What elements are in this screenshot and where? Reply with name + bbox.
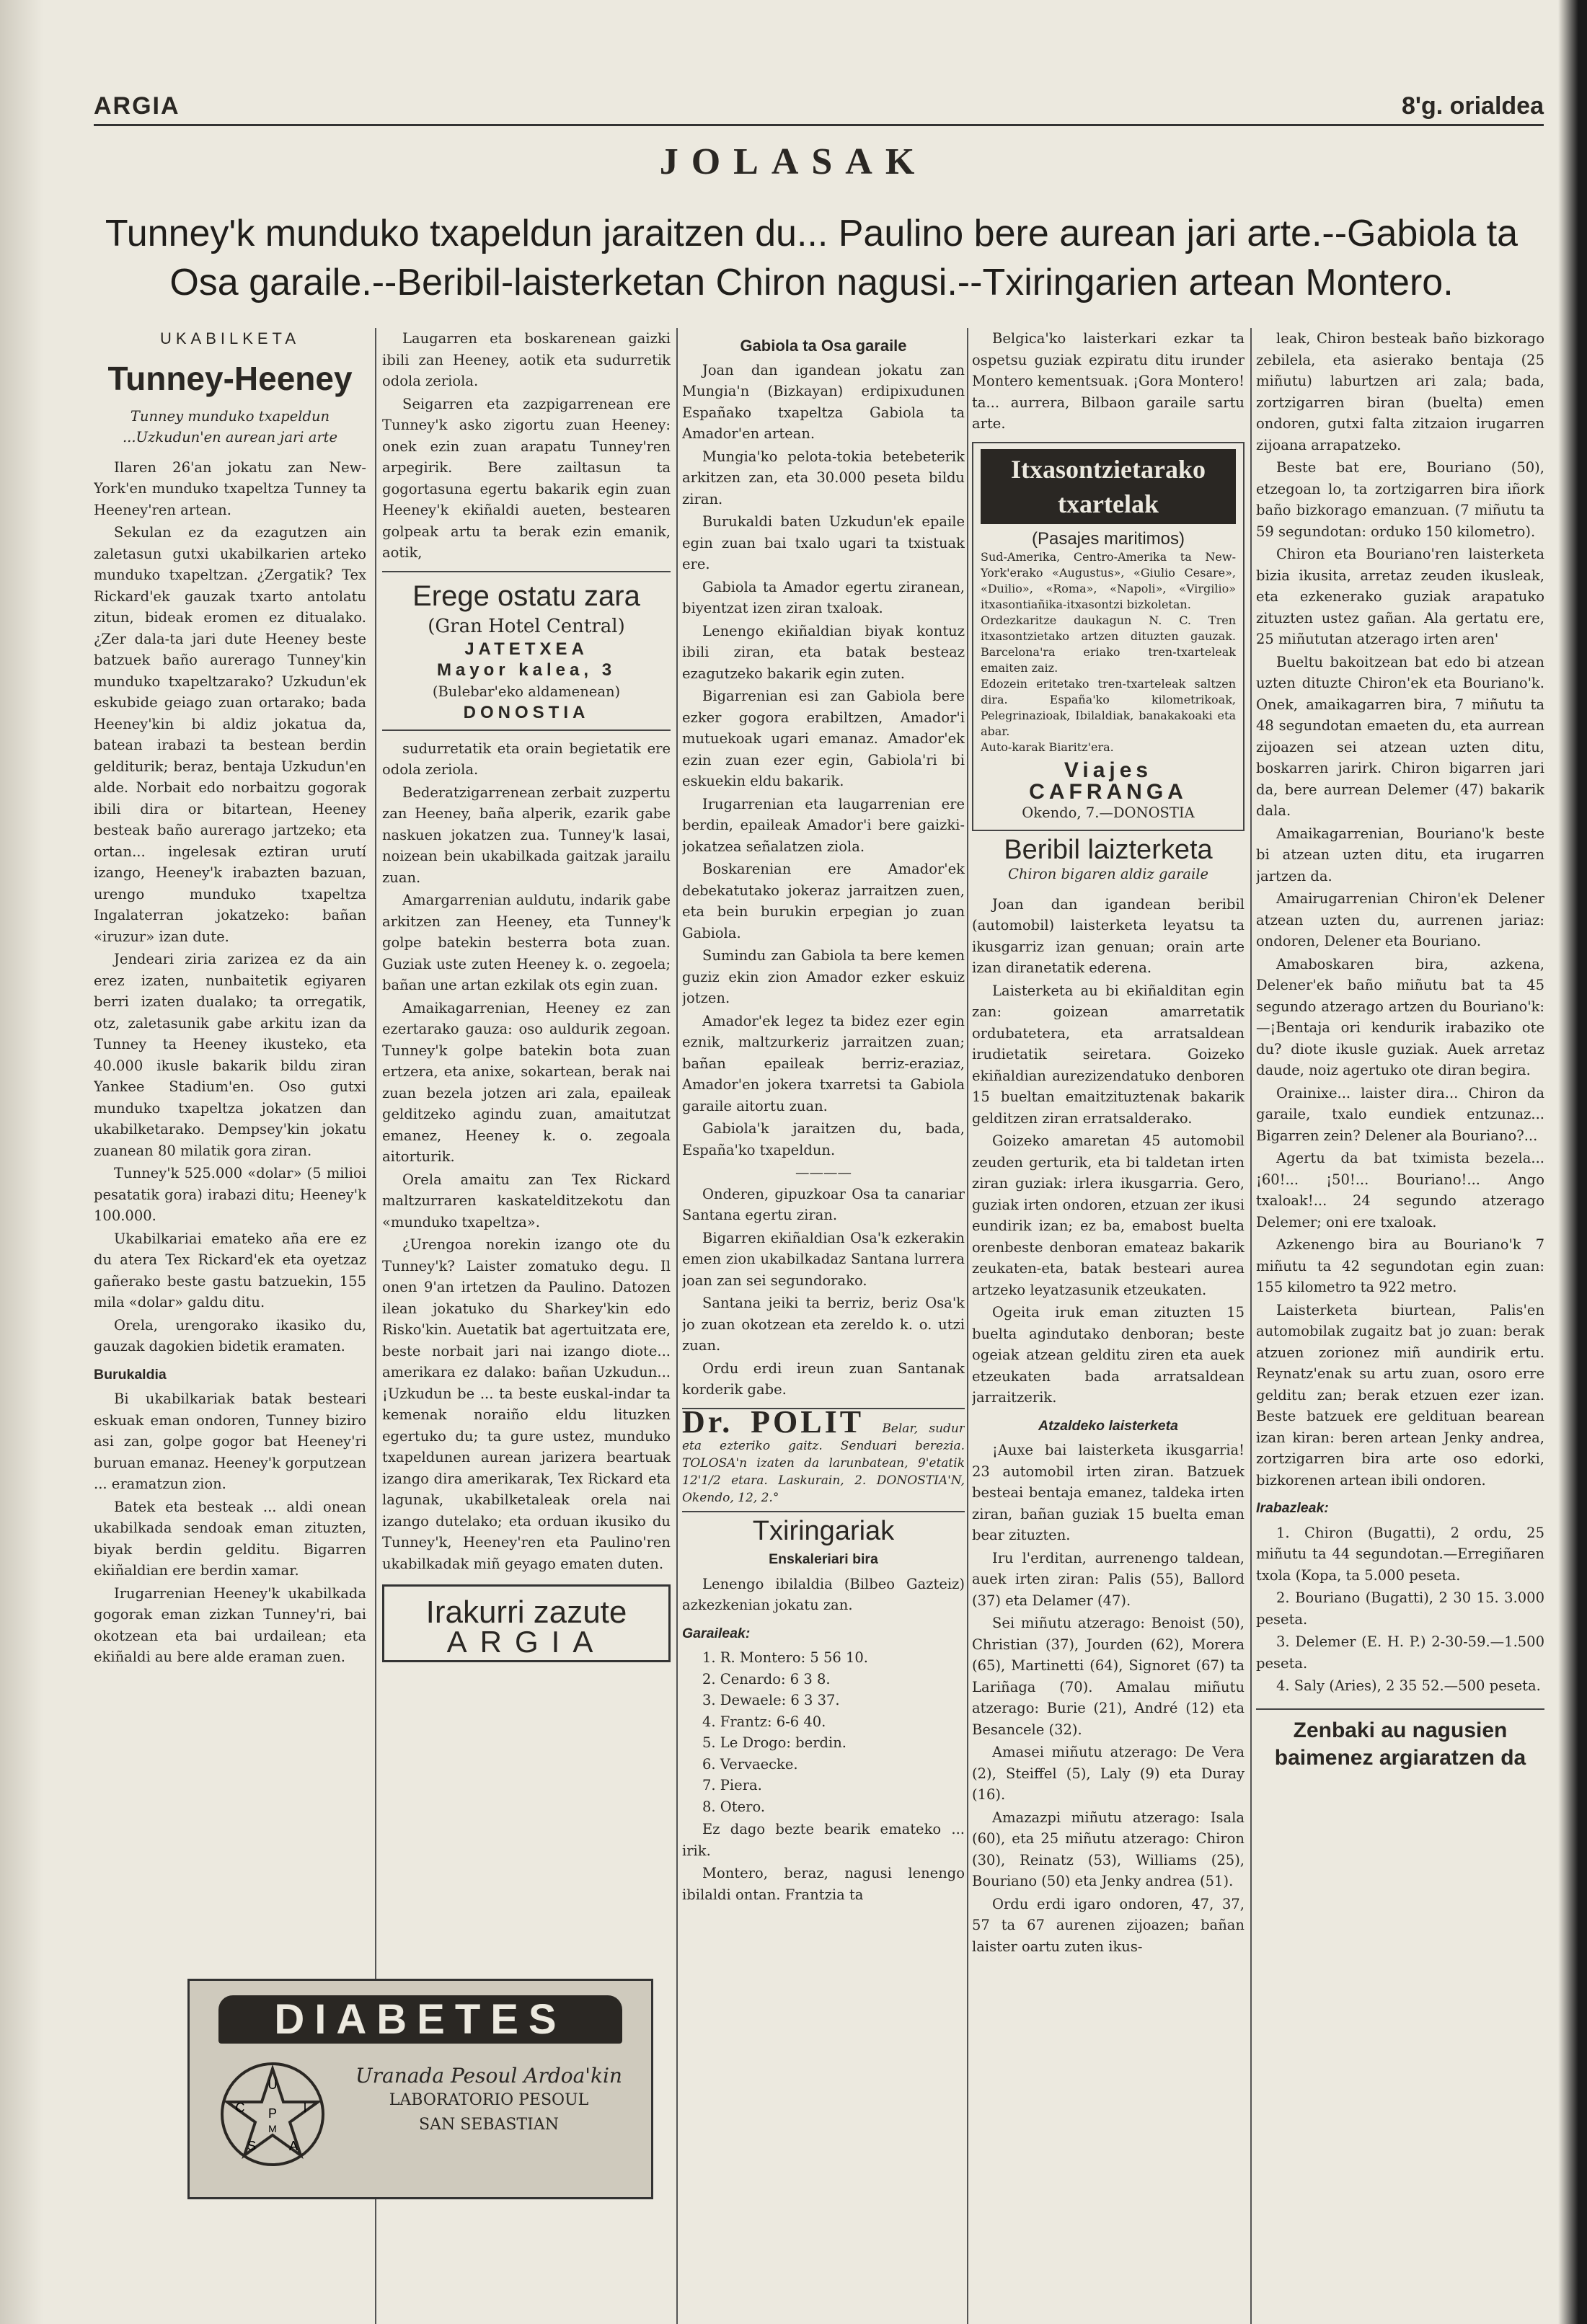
paragraph: ¡Auxe bai laisterketa ikusgarria! 23 automobil irten ziran. Batzuek besteai bentaja emanez, taldeka irten ziran, bañan guziak 15 buelta eman bear zituzten. (972, 1442, 1245, 1543)
paragraph: Azkenengo bira au Bouriano'k 7 miñutu ta 42 segundotan egin zuan: 155 kilometro ta 922 metro. (1256, 1236, 1544, 1295)
column-1 (94, 328, 366, 2008)
column-rule (1250, 328, 1252, 2324)
main-headline (72, 209, 1551, 307)
paragraph: Ogeita iruk eman zituzten 15 buelta agindutako denboran; beste ogeiak atzean gelditu ziren eta auek etzeukaten bada arratsaldean jarraitzerik. (972, 1304, 1245, 1406)
paragraph: Ordu erdi ireun zuan Santanak korderik gabe. (682, 1360, 965, 1398)
column-rule (967, 328, 968, 2324)
paragraph: Mungia'ko pelota-tokia betebeterik arkitzen zan, eta 30.000 peseta bildu ziran. (682, 448, 965, 507)
list-item: 1. R. Montero: 5 56 10. (702, 1649, 868, 1666)
ad-note: (Bulebar'eko aldamenean) (432, 683, 621, 700)
paragraph: Orela, urengorako ikasiko du, gauzak dagokien bidetik eramaten. (94, 1316, 366, 1354)
page-edge (1558, 0, 1587, 2324)
paragraph: Amazazpi miñutu atzerago: Isala (60), eta 25 miñutu atzerago: Chiron (30), Reinatz (53), Williams (25), Bouriano (50) eta Jenky andrea (51). (972, 1809, 1245, 1889)
paragraph: Goizeko amaretan 45 automobil zeuden gerturik, eta bi taldetan irten ziran guziak: irlera ikusgarria. Gero, guziak irten ondoren, etzuan zer ikusi eundirik izan; ez ba, emabost buelta orenbeste denboran emateaz bakarik zeukaten-eta, batak besteari aurea artzeko leyatzasunik etzeukaten. (972, 1132, 1245, 1298)
paragraph: Ukabilkariai emateko aña ere ez du atera Tex Rickard'ek eta oyetzaz gañerako beste gastu batzuekin, 155 mila «dolar» galdu ditu. (94, 1230, 366, 1310)
ad-name: Dr. POLIT (682, 1403, 865, 1440)
star-letter: A (288, 2139, 299, 2153)
star-letter: C (235, 2101, 245, 2115)
doctor-advertisement (682, 1403, 965, 1512)
ad-text: Edozein eritetako tren-txarteleak saltzen dira. España'ko kilometrikoak, Pelegrinazioak, Ibilaldiak, banakakoaki eta abar. (981, 677, 1236, 738)
ad-title: Erege ostatu zara (412, 580, 640, 612)
section-heading: Txiringariak (752, 1515, 895, 1546)
ad-company: Viajes CAFRANGA (1029, 758, 1188, 804)
paragraph: Tunney'k 525.000 «dolar» (5 milioi pesatatik gora) irabazi ditu; Heeney'k 100.000. (94, 1165, 366, 1224)
article-subtitle: Chiron bigaren aldiz garaile (1007, 866, 1209, 882)
list-item: 7. Piera. (702, 1777, 762, 1793)
list-item: 5. Le Drogo: berdin. (702, 1734, 846, 1751)
paragraph: Bi ukabilkariak batak besteari eskuak eman ondoren, Tunney biziro asi zan, golpe gogor bat Heeney'ri buruan emanaz. Heeney'k gorputzean ... eramatzun zion. (94, 1391, 366, 1492)
list-item: 3. Dewaele: 6 3 37. (702, 1692, 840, 1708)
paragraph: Lenengo ibilaldia (Bilbeo Gazteiz) azkezkenian jokatu zan. (682, 1575, 965, 1613)
ad-text: Sud-Amerika, Centro-Amerika ta New-York'erako «Augustus», «Giulio Cesare», «Duilio», «Roma», «Napoli», «Virgilio» itxasontiañika-itxasontzi bizkoletan. (981, 550, 1236, 611)
ad-headline: DIABETES (218, 1995, 622, 2044)
ad-title: Itxasontzietarako txartelak (981, 449, 1236, 524)
star-emblem-icon (218, 2060, 327, 2168)
winners-label: Irabazleak: (1256, 1500, 1329, 1516)
article-subtitle: Tunney munduko txapeldun ...Uzkudun'en aurean jari arte (122, 407, 338, 445)
paragraph: Amargarrenian auldutu, indarik gabe arkitzen zan Heeney, eta Tunney'k golpe batekin besterra bota zuan. Guziak uste zuten Heeney k. o. zegoela; bañan une artan ezkilak ots egin zuan. (382, 892, 671, 993)
paragraph: Amaikagarrenian, Heeney ez zan ezertarako gauza: oso auldurik zegoan. Tunney'k golpe batekin bota zuan ertzera, eta anixe, sokartean, berak nai zuan bezela jotzen ari zala, epaileak gelditzeko agindu zuan, amaitutzat emanez, Heeney k. o. zegoala aitorturik. (382, 999, 671, 1165)
ad-text: Auto-karak Biaritz'era. (981, 740, 1114, 754)
paragraph: Seigarren eta zazpigarrenean ere Tunney'k asko zigortu zuan Heeney: onek ezin zuan arapatu Tunney'ren arpegirik. Bere zailtasun ta gogortasuna egertu bakarik egin zuan Heeney'k ekiñaldi aueten, bestearen golpeak artu ta berak ezin emanik, aotik, (382, 395, 671, 561)
list-item: 8. Otero. (702, 1798, 766, 1815)
paragraph: ¿Urengoa norekin izango ote du Tunney'k? Laister zomatuko degu. Il onen 9'an irtetzen da Paulino. Datozen ilean jokatuko du Sharkey'kin edo Risko'kin. Auetatik bat agertuitzata ere, beste norbait jari nai izango diote... amerikara ez dalako: bañan Uzkudun... ¡Uzkudun be ... ta beste euskal-indar ta kemenak noraiño eldu lituzken egertuko du; ta gure ustez, munduko txapeldunen aurean jarizera beartuak izango dira amerikarak, Tex Rickard eta lagunak, ukabilketaleak orela nai izango dutelako; eta orduan ikusiko du Tunney'k, Heeney'ren eta Paulino'ren ukabilkadak miñ geyago ematen duten. (382, 1236, 671, 1572)
ad-city: DONOSTIA (463, 703, 590, 722)
header-rule (94, 124, 1544, 126)
paragraph: Onderen, gipuzkoar Osa ta canariar Santana egertu ziran. (682, 1185, 965, 1223)
paragraph: Iru l'erditan, aurrenengo taldean, auek irten ziran: Palis (55), Ballord (37) eta Delamer (47). (972, 1549, 1245, 1609)
paragraph: Amaboskaren bira, azkena, Delener'ek baño miñutu bat ta 45 segundo atzerago artzen du Bouriano'k:—¡Bentaja ori kendurik irabaziko ote du? diote ikusle guziak. Auek arretaz daude, noiz agertuko ote diran begira. (1256, 955, 1544, 1078)
paragraph: Gabiola ta Amador egertu ziranean, biyentzat izen ziran txaloak. (682, 578, 965, 616)
ad-lab: LABORATORIO PESOUL (389, 2091, 589, 2109)
paragraph: Burukaldi baten Uzkudun'ek epaile egin zuan bai txalo ugari ta txistuak ere. (682, 513, 965, 572)
page-number: 8'g. orialdea (1401, 92, 1544, 120)
paragraph: Joan dan igandean beribil (automobil) laisterketa leyatsu ta ikusgarriz izan genuan; orain arte izan diranetatik ederena. (972, 895, 1245, 976)
list-item: 1. Chiron (Bugatti), 2 ordu, 25 miñutu ta 44 segundotan.—Erregiñaren txola (Kopa, ta 5.000 peseta. (1256, 1524, 1544, 1584)
headline-line-1: Tunney'k munduko txapeldun jaraitzen du... Paulino bere aurean jari arte.--Gabiola ta (105, 213, 1519, 254)
ad-product: Uranada Pesoul Ardoa'kin (355, 2064, 622, 2088)
column-kicker: UKABILKETA (159, 329, 301, 347)
subheading: Atzaldeko laisterketa (1038, 1417, 1178, 1434)
ad-subtitle: (Pasajes maritimos) (1031, 528, 1185, 549)
paragraph: Batek eta besteak ... aldi onean ukabilkada sendoak eman zituzten, biyak berdin gelditu. Bigarren ekiñaldian ere berdin xamar. (94, 1498, 366, 1579)
paragraph: Amairugarrenian Chiron'ek Delener atzean uzten du, aurrenen jariaz: ondoren, Delener eta Bouriano. (1256, 890, 1544, 949)
column-5 (1256, 328, 1544, 2324)
ad-address: Okendo, 7.—DONOSTIA (1022, 804, 1195, 821)
paragraph: Bigarren ekiñaldian Osa'k ezkerakin emen zion ukabilkadaz Santana lurrera joan zan sei segundorako. (682, 1229, 965, 1289)
paragraph: Santana jeiki ta berriz, beriz Osa'k jo zuan okotzean eta zereldo k. o. utzi zuan. (682, 1295, 965, 1354)
ad-text: Belar, sudur eta ezteriko gaitz. Senduari berezia. TOLOSA'n izaten da larunbatean, 9'etatik 12'1/2 etara. Laskurain, 2. DONOSTIA'N, Okendo, 12, 2.° (682, 1421, 965, 1505)
paragraph: Joan dan igandean jokatu zan Mungia'n (Bizkayan) erdipixudunen Españako txapeltza Gabiola ta Amador'en artean. (682, 361, 965, 442)
column-rule (676, 328, 678, 2324)
column-3 (682, 328, 965, 2324)
paragraph: Lenengo ekiñaldian biyak kontuz ibili ziran, eta batak besteaz ezagutzeko bakarik egin zuten. (682, 622, 965, 682)
paragraph: Jendeari ziria zarizea ez da ain erez izaten, nunbaitetik egiyaren berri izaten dualako; ta orregatik, otz, zaletasunik gabe arkitu izan da Tunney ta Heeney ikusteko, eta 40.000 ikusle bakarik bildu ziran Yankee Stadium'en. Oso gutxi munduko txapeltza jokatzen dan ukabilketarako. Dempsey'kin jokatu zuanean 80 milatik gora ziran. (94, 951, 366, 1159)
section-title: JOLASAK (659, 141, 928, 182)
divider: ———— (795, 1164, 852, 1181)
read-label: Irakurri zazute (425, 1595, 627, 1630)
paragraph: Laisterketa biurtean, Palis'en automobilak zugaitz bat jo zuan: berak atzuen zorionez miñ aundirik ertu. Reynatz'enak su artu zuan, osoro erre gelditu zan; berak etzuen ezer izan. Beste batzuek ere geldituan bearean izan kiran: beren artean Jenky andrea, zortzigarren bira arte oso edorki, bizkorenen artean ibili ondoren. (1256, 1301, 1544, 1489)
list-item: 2. Cenardo: 6 3 8. (702, 1670, 831, 1687)
ad-subtitle: (Gran Hotel Central) (428, 615, 625, 637)
list-item: 4. Frantz: 6-6 40. (702, 1713, 826, 1730)
list-item: 6. Vervaecke. (702, 1755, 798, 1773)
ship-tickets-advertisement (972, 442, 1245, 831)
paragraph: Bederatzigarrenean zerbait zuzpertu zan Heeney, baña alperik, ezarik gabe naskuen jokatzen zua. Tunney'k lasai, noizean bein ukabilkada gaitzak jarailu zuan. (382, 784, 671, 886)
paragraph: sudurretatik eta orain begietatik ere odola zeriola. (382, 740, 671, 778)
star-letter: I (303, 2101, 307, 2115)
list-item: 4. Saly (Aries), 2 35 52.—500 peseta. (1276, 1677, 1541, 1694)
paragraph: Amaikagarrenian, Bouriano'k beste bi atzean uzten ditu, eta irugarren jartzen da. (1256, 825, 1544, 884)
list-item: 2. Bouriano (Bugatti), 2 30 15. 3.000 peseta. (1256, 1589, 1544, 1628)
article-title: Gabiola ta Osa garaile (740, 337, 907, 355)
diabetes-advertisement (187, 1979, 653, 2199)
paragraph: Chiron eta Bouriano'ren laisterketa bizia ikusita, arretaz zeuden ikusleak, eta ezkenerako guziak arapatuko zituzten ustez gañan. Ala gertatu ere, 25 miñututan atzerago irten aren' (1256, 546, 1544, 647)
page-fold-shadow (0, 0, 43, 2324)
paragraph: Gabiola'k jaraitzen du, bada, España'ko txapeldun. (682, 1120, 965, 1158)
ad-city: SAN SEBASTIAN (419, 2116, 559, 2134)
paragraph: Laugarren eta boskarenean gaizki ibili zan Heeney, aotik eta sudurretik odola zeriola. (382, 330, 671, 389)
paragraph: Orainixe... laister dira... Chiron da garaile, txalo eundiek entzunaz... Bigarren zein? Delener ala Bouriano?... (1256, 1084, 1544, 1144)
paragraph: Ordu erdi igaro ondoren, 47, 37, 57 ta 67 aurenen zijoazen; bañan laister oartu zuten ikus- (972, 1895, 1245, 1955)
paragraph: Bigarrenian esi zan Gabiola bere ezker gogora erabiltzen, Amador'i mutuekoak ugari emanaz. Amador'ek ezin zuan ezer egin, Gabiola'ri bi eskuekin eldu bakarik. (682, 688, 965, 789)
headline-line-2: Osa garaile.--Beribil-laisterketan Chiron nagusi.--Txiringarien artean Montero. (169, 262, 1454, 303)
paragraph: Irugarrenian eta laugarrenian ere berdin, epaileak Amador'i bere gaizki-jokatzea señalatzen ziola. (682, 795, 965, 855)
star-letter: M (268, 2123, 277, 2134)
paragraph: Beste bat ere, Bouriano (50), etzegoan lo, ta zortzigarren bira iñork baño bizkorago emanzuan. (7 miñutu ta 59 segundotan: orduko 150 kilometro). (1256, 459, 1544, 540)
paragraph: Ilaren 26'an jokatu zan New-York'en munduko txapeltza Tunney ta Heeney'ren artean. (94, 458, 366, 518)
paragraph: Laisterketa au bi ekiñalditan egin zan: goizean amarretatik ordubatetera, eta arratsaldean irudietatik seiretara. Goizeko ekiñaldian aurezizendatuko denboren 15 bueltan emaitzituztenak bakarik gelditzen ziran erratsalderako. (972, 982, 1245, 1127)
paragraph: Irugarrenian Heeney'k ukabilkada gogorak eman zizkan Tunney'ri, bai okotzean eta bai urdailean; eta ekiñaldi au bere alde eraman zuen. (94, 1584, 366, 1665)
paragraph: Sekulan ez da ezagutzen ain zaletasun gutxi ukabilkarien arteko munduko txapeltzan. ¿Zergatik? Tex Rickard'ek gauzak txarto antolatu zitun, bideak eromen ez ditualako. ¿Zer dala-ta jari dute Heeney beste batzuek baño aurerago Tunney'kin munduko txapeltzarako? Uzkudun'ek eskubide geiago zuan ortarako; bada Heeney'kin bi aldiz jokatua da, batean irabazi ta bestean berdin gelditurik; beraz, bentaja Uzkudun'en alde. Norbait edo norbaitzu gogorak ibili dira or bitartean, Heeney besteak baño aurerago jartzeko; eta ortan... ingelesak eztiran urutí izango, Heeney'k irabazten bazuan, urengo munduko txapeltza Ingalaterran jokatzeko: bañan «iruzur» izan dute. (94, 524, 366, 945)
paragraph: Sei miñutu atzerago: Benoist (50), Christian (37), Jourden (62), Morera (65), Martinetti (64), Signoret (67) ta Lariñaga (70). Amalau miñutu atzerago: Burie (21), André (12) eta Besancele (32). (972, 1615, 1245, 1738)
paragraph: Amasei miñutu atzerago: De Vera (2), Steiffel (5), Laly (9) eta Duray (16). (972, 1744, 1245, 1803)
list-item: 3. Delemer (E. H. P.) 2-30-59.—1.500 peseta. (1256, 1633, 1544, 1672)
censorship-notice: Zenbaki au nagusien baimenez argiaratzen da (1256, 1708, 1544, 1772)
paragraph: Agertu da bat tximista bezela... ¡60!... ¡50!... Bouriano!... Ango txaloak!... 24 segundo atzerago Delemer; oni ere txaloak. (1256, 1150, 1544, 1230)
paragraph: Montero, beraz, nagusi lenengo ibilaldi ontan. Frantzia ta (682, 1865, 965, 1903)
paragraph: Ez dago bezte bearik emateko ... irik. (682, 1821, 965, 1859)
paragraph: Orela amaitu zan Tex Rickard maltzurraren kaskatelditzekotu dan «munduko txapeltza». (382, 1171, 671, 1230)
hotel-advertisement (382, 571, 671, 731)
read-argia-box (382, 1584, 671, 1662)
ad-text: Ordezkaritze daukagun N. C. Tren itxasontzietako artzen dituzten gauzak. Barcelona'ra eriako tren-txarteleak emaiten zaiz. (981, 613, 1236, 675)
masthead-name: ARGIA (94, 92, 180, 120)
paragraph: Sumindu zan Gabiola ta bere kemen guziz ekin zion Amador ezker eskuiz jotzen. (682, 947, 965, 1006)
column-4 (972, 328, 1245, 2324)
paragraph: Belgica'ko laisterkari ezkar ta ospetsu guziak ezpiratu ditu irunder Montero kementsuak. ¡Gora Montero! ta... aurrera, Bilbaon garaile sartu arte. (972, 330, 1245, 432)
paragraph: Amador'ek legez ta bidez ezer egin eznik, maltzurkeriz jarraitzen zuan; bañan epaileak berriz-eraziaz, Amador'en jokera txarretsi ta Gabiola garaile aitortu zuan. (682, 1012, 965, 1114)
subheading: Burukaldia (94, 1366, 167, 1383)
ad-text (341, 2064, 637, 2137)
ranking-list (702, 1647, 965, 1817)
star-letter: U (268, 2077, 278, 2092)
star-letter: P (268, 2106, 278, 2121)
winners-label: Garaileak: (682, 1625, 751, 1641)
paragraph: Bueltu bakoitzean bat edo bi atzean uzten dituzte Chiron'ek eta Bouriano'k. Onek, amaikagarren bira, 7 miñutu ta 48 segundotan emaeten du, eta aurrean zijoazen sei atzean uzten ditu, boskarren jarirk. Chiron bigarren jari da, bere aurrean Delemer (47) bakarik dala. (1256, 653, 1544, 819)
article-title: Tunney-Heeney (107, 359, 353, 397)
star-letter: S (247, 2139, 257, 2153)
read-title: ARGIA (446, 1625, 606, 1659)
section-heading: Beribil laizterketa (1004, 834, 1213, 865)
page-header (94, 85, 1544, 128)
paragraph: Boskarenian ere Amador'ek debekatutako jokeraz jarraitzen zuen, eta bein burukin erpegian jo zuan Gabiola. (682, 861, 965, 941)
ad-line: JATETXEA (464, 639, 588, 659)
ad-address: Mayor kalea, 3 (436, 660, 616, 680)
subheading: Enskaleriari bira (769, 1551, 878, 1567)
paragraph: leak, Chiron besteak baño bizkorago zebilela, eta asierako bentaja (25 miñutu) laburtzen ari zala; bada, zortzigarren biran (buelta) emen ondoren, gutxi falta zitzaion irugarren zijoana arrapatzeko. (1256, 330, 1544, 453)
